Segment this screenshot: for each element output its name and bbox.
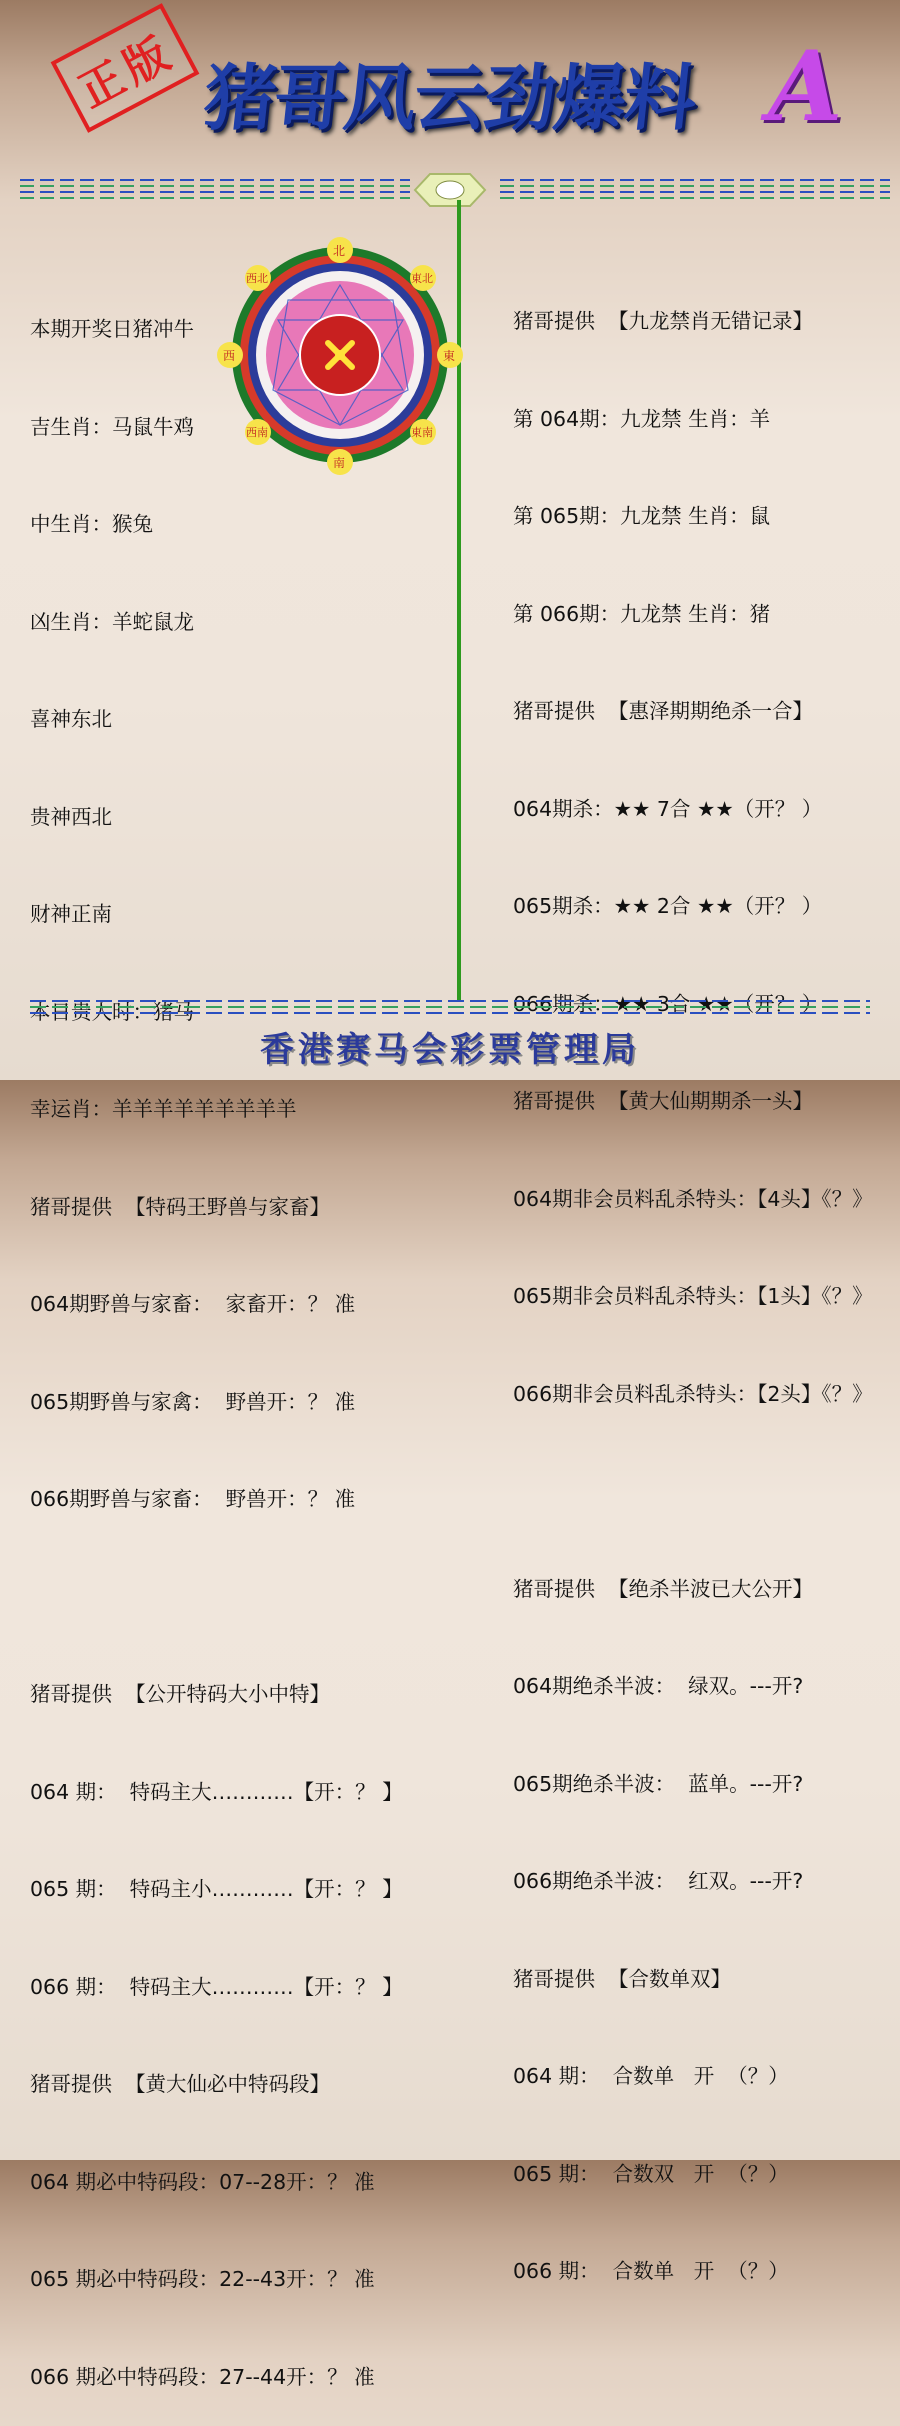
joy-god-line: 喜神东北 (30, 707, 112, 731)
top-divider (20, 172, 890, 212)
list-item: 066 期必中特码段：27--44开：？ 准 (30, 2364, 375, 2389)
wheel-southwest-label: 西南 (246, 426, 268, 439)
section-heading: 猪哥提供 【惠泽期期绝杀一合】 (513, 699, 814, 723)
section-heading: 猪哥提供 【合数单双】 (513, 1966, 732, 1991)
list-item: 066 期： 特码主大…………【开：？ 】 (30, 1974, 403, 1999)
wheel-northwest-label: 西北 (246, 272, 268, 285)
list-item: 065 期必中特码段：22--43开：？ 准 (30, 2267, 375, 2291)
list-item: 065期杀：★★ 2合 ★★（开？ ） (513, 894, 823, 918)
list-item: 066期非会员料乱杀特头：【2头】《？》 (513, 1381, 873, 1406)
list-item: 065 期： 特码主小…………【开：？ 】 (30, 1877, 403, 1901)
list-item: 065期野兽与家禽： 野兽开：？ 准 (30, 1389, 356, 1414)
list-item: 064 期必中特码段：07--28开：？ 准 (30, 2169, 375, 2194)
list-item: 066期绝杀半波： 红双。---开? (513, 1869, 804, 1893)
list-item: 066期杀：★★ 3合 ★★（开？ ） (513, 991, 823, 1016)
wave-divider-graphic (20, 172, 890, 212)
right-column (513, 240, 898, 2320)
unlucky-zodiac-line: 凶生肖：羊蛇鼠龙 (30, 609, 194, 634)
list-item: 064 期： 合数单 开 （？） (513, 2064, 789, 2088)
section-heading: 猪哥提供 【特码王野兽与家畜】 (30, 1194, 331, 1219)
section-heading: 猪哥提供 【黄大仙必中特码段】 (30, 2072, 331, 2096)
list-item: 064期绝杀半波： 绿双。---开? (513, 1674, 804, 1698)
noble-hour-line: 本日贵人时：猪马 (30, 999, 194, 1024)
list-item: 第 064期：九龙禁 生肖：羊 (513, 406, 771, 431)
list-item: 065期绝杀半波： 蓝单。---开? (513, 1771, 804, 1796)
list-item: 065 期： 合数双 开 （？） (513, 2161, 789, 2186)
list-item: 065期非会员料乱杀特头：【1头】《？》 (513, 1284, 873, 1308)
list-item: 064期野兽与家畜： 家畜开：？ 准 (30, 1292, 356, 1316)
section-heading: 猪哥提供 【公开特码大小中特】 (30, 1682, 331, 1706)
footer-authority: 香港赛马会彩票管理局 (260, 1030, 640, 1070)
authentic-stamp: 正版 (51, 3, 200, 133)
wheel-northeast-label: 東北 (411, 272, 433, 285)
bottom-divider (30, 996, 870, 1020)
spacer (30, 1581, 450, 1614)
page-title: 猪哥风云劲爆料 (199, 55, 699, 140)
section-heading: 猪哥提供 【黄大仙期期杀一头】 (513, 1089, 814, 1113)
list-item: 066 期： 合数单 开 （？） (513, 2259, 789, 2283)
wheel-east-label: 東 (443, 349, 456, 363)
wheel-north-label: 北 (333, 244, 346, 258)
list-item: 064期非会员料乱杀特头：【4头】《？》 (513, 1186, 873, 1211)
wheel-south-label: 南 (333, 456, 346, 470)
lucky-zodiac-line: 吉生肖：马鼠牛鸡 (30, 414, 194, 439)
draw-day-line: 本期开奖日猪冲牛 (30, 317, 194, 341)
bagua-ornament (415, 174, 485, 206)
left-column (30, 248, 450, 2426)
list-item: 064 期： 特码主大…………【开：？ 】 (30, 1779, 403, 1804)
list-item: 064期杀：★★ 7合 ★★（开？ ） (513, 796, 823, 821)
wave-divider-graphic (30, 996, 870, 1020)
section-heading: 猪哥提供 【绝杀半波已大公开】 (513, 1576, 814, 1601)
lucky-zodiac-repeat-line: 幸运肖：羊羊羊羊羊羊羊羊羊 (30, 1097, 297, 1121)
noble-god-line: 贵神西北 (30, 804, 112, 829)
wheel-southeast-label: 東南 (411, 426, 433, 439)
neutral-zodiac-line: 中生肖：猴兔 (30, 512, 153, 536)
list-item: 066期野兽与家畜： 野兽开：？ 准 (30, 1487, 356, 1511)
spacer (513, 1475, 898, 1508)
list-item: 第 066期：九龙禁 生肖：猪 (513, 601, 771, 626)
edition-badge: A (768, 30, 843, 143)
section-heading: 猪哥提供 【九龙禁肖无错记录】 (513, 309, 814, 333)
wealth-god-line: 财神正南 (30, 902, 112, 926)
list-item: 第 065期：九龙禁 生肖：鼠 (513, 504, 771, 528)
wheel-west-label: 西 (223, 349, 236, 363)
